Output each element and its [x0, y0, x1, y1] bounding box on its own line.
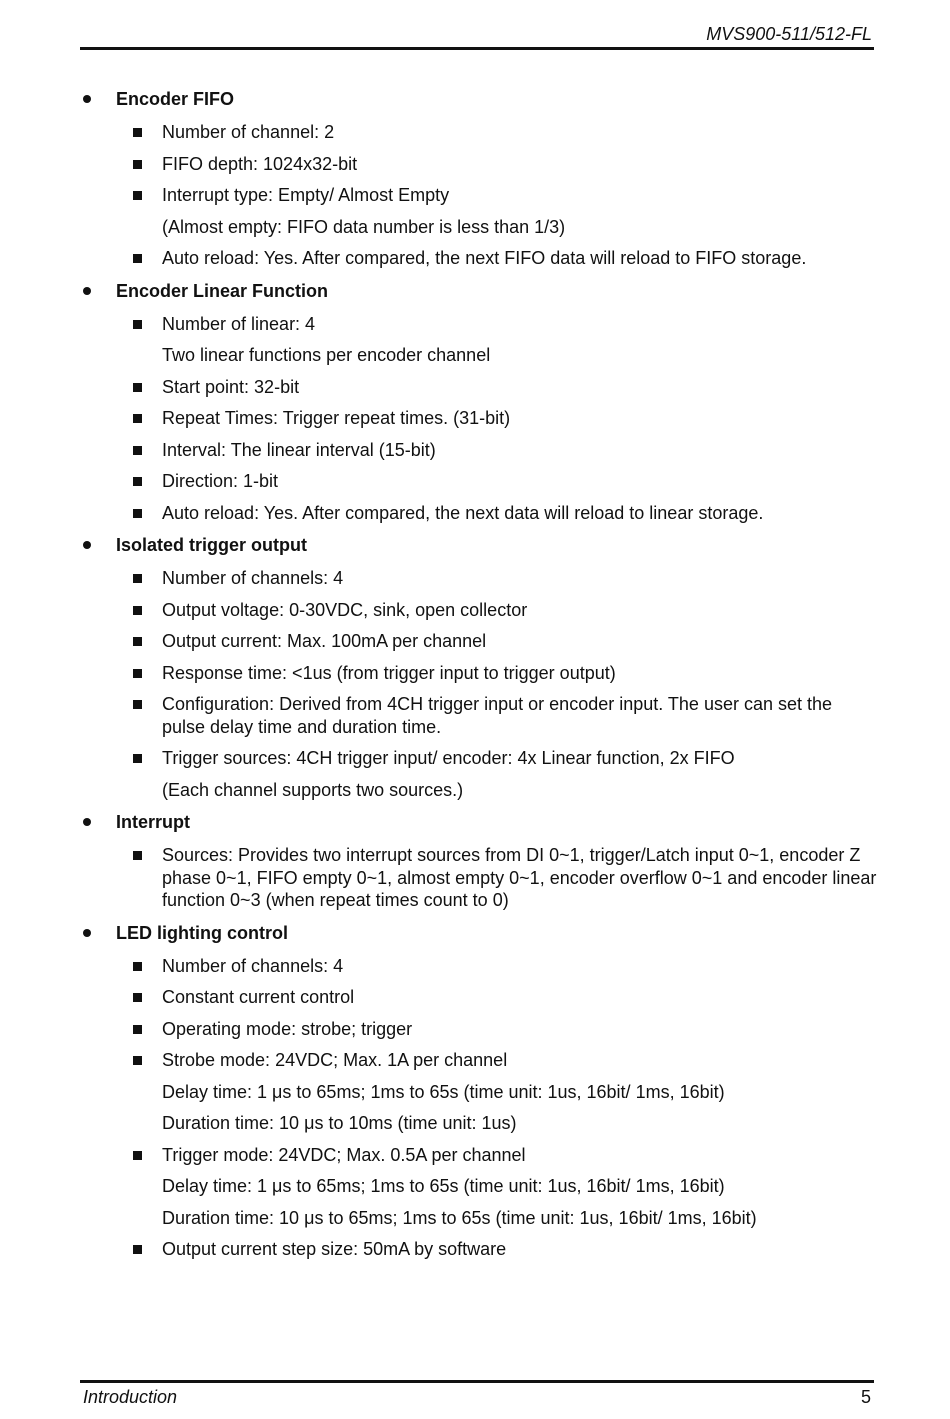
spec-item: [0, 501, 950, 525]
spec-item-text: Duration time: 10 μs to 10ms (time unit: 1us): [162, 1113, 517, 1133]
section-heading: [0, 920, 950, 954]
spec-item-continuation: [0, 1111, 950, 1135]
square-bullet-icon: [133, 1025, 142, 1034]
spec-item: [0, 469, 950, 493]
spec-item-continuation: [0, 1174, 950, 1198]
section-title: Interrupt: [116, 812, 190, 832]
spec-item-continuation: [0, 1206, 950, 1230]
section-title: Isolated trigger output: [116, 535, 307, 555]
spec-item: [0, 406, 950, 430]
round-bullet-icon: [83, 287, 91, 295]
spec-item-text: Constant current control: [162, 987, 355, 1007]
spec-item-text: Number of channels: 4: [162, 568, 344, 588]
spec-item: [0, 985, 950, 1009]
square-bullet-icon: [133, 383, 142, 392]
square-bullet-icon: [133, 669, 142, 678]
spec-item: [0, 438, 950, 462]
spec-item-text: Response time: <1us (from trigger input to trigger output): [162, 662, 616, 683]
spec-section: [0, 532, 950, 801]
section-heading: [0, 809, 950, 843]
spec-item-text: Start point: 32-bit: [162, 376, 300, 397]
spec-item: [0, 692, 950, 738]
spec-item-text: Trigger mode: 24VDC; Max. 0.5A per channel: [162, 1144, 526, 1165]
spec-section: [0, 920, 950, 1261]
square-bullet-icon: [133, 477, 142, 486]
spec-item-text: Direction: 1-bit: [162, 471, 279, 491]
section-title: LED lighting control: [116, 922, 288, 943]
spec-item-text: Number of channel: 2: [162, 122, 335, 142]
spec-item: [0, 375, 950, 399]
section-title: Encoder FIFO: [116, 89, 235, 109]
spec-item-text: Sources: Provides two interrupt sources from DI 0~1, trigger/Latch input 0~1, encoder Z phase 0~1, FIFO empty 0~1, almost empty 0~1, encoder overflow 0~1 and encoder linear function 0~3 (when repeat times count to 0): [162, 845, 877, 910]
spec-item-text: Two linear functions per encoder channel: [162, 345, 491, 365]
spec-section: [0, 86, 950, 270]
square-bullet-icon: [133, 993, 142, 1002]
spec-item-text: Configuration: Derived from 4CH trigger input or encoder input. The user can set the pulse delay time and duration time.: [162, 694, 833, 737]
page-number: 5: [860, 1387, 871, 1407]
spec-item-text: Interval: The linear interval (15-bit): [162, 439, 436, 460]
spec-item-text: Auto reload: Yes. After compared, the next FIFO data will reload to FIFO storage.: [162, 248, 807, 268]
spec-item-continuation: [0, 215, 950, 239]
spec-item-text: Duration time: 10 μs to 65ms; 1ms to 65s (time unit: 1us, 16bit/ 1ms, 16bit): [162, 1207, 757, 1228]
square-bullet-icon: [133, 606, 142, 615]
square-bullet-icon: [133, 446, 142, 455]
spec-item-text: Delay time: 1 μs to 65ms; 1ms to 65s (time unit: 1us, 16bit/ 1ms, 16bit): [162, 1081, 725, 1102]
header-rule: [80, 47, 874, 50]
spec-item-text: Trigger sources: 4CH trigger input/ encoder: 4x Linear function, 2x FIFO: [162, 748, 735, 768]
spec-item-continuation: [0, 1080, 950, 1104]
square-bullet-icon: [133, 160, 142, 169]
spec-item: [0, 629, 950, 653]
spec-section: [0, 278, 950, 525]
spec-item: [0, 1143, 950, 1167]
spec-item-text: Number of channels: 4: [162, 955, 344, 976]
spec-item-text: Output current step size: 50mA by software: [162, 1239, 507, 1259]
square-bullet-icon: [133, 754, 142, 763]
spec-item-continuation: [0, 343, 950, 367]
square-bullet-icon: [133, 1245, 142, 1254]
spec-item-text: Repeat Times: Trigger repeat times. (31-bit): [162, 408, 511, 428]
square-bullet-icon: [133, 700, 142, 709]
round-bullet-icon: [83, 929, 91, 937]
document-header-title: MVS900-511/512-FL: [706, 24, 872, 44]
spec-item: [0, 746, 950, 770]
spec-item: [0, 246, 950, 270]
round-bullet-icon: [83, 95, 91, 103]
square-bullet-icon: [133, 1151, 142, 1160]
spec-item-text: Interrupt type: Empty/ Almost Empty: [162, 185, 450, 205]
spec-item-text: Strobe mode: 24VDC; Max. 1A per channel: [162, 1050, 508, 1070]
square-bullet-icon: [133, 320, 142, 329]
section-heading: [0, 86, 950, 120]
square-bullet-icon: [133, 851, 142, 860]
spec-item: [0, 843, 950, 912]
square-bullet-icon: [133, 509, 142, 518]
spec-item-text: Output voltage: 0-30VDC, sink, open collector: [162, 599, 528, 620]
spec-item-text: (Each channel supports two sources.): [162, 779, 464, 800]
section-heading: [0, 278, 950, 312]
square-bullet-icon: [133, 191, 142, 200]
spec-item-text: Auto reload: Yes. After compared, the next data will reload to linear storage.: [162, 502, 764, 523]
spec-item-text: FIFO depth: 1024x32-bit: [162, 153, 358, 174]
spec-item: [0, 954, 950, 978]
spec-item-text: Number of linear: 4: [162, 313, 316, 334]
footer-section-label: Introduction: [83, 1387, 178, 1407]
round-bullet-icon: [83, 818, 91, 826]
spec-item: [0, 120, 950, 144]
section-heading: [0, 532, 950, 566]
spec-item-text: (Almost empty: FIFO data number is less than 1/3): [162, 216, 566, 237]
square-bullet-icon: [133, 128, 142, 137]
spec-item: [0, 566, 950, 590]
spec-section: [0, 809, 950, 912]
section-title: Encoder Linear Function: [116, 280, 329, 301]
spec-item: [0, 312, 950, 336]
square-bullet-icon: [133, 254, 142, 263]
square-bullet-icon: [133, 414, 142, 423]
square-bullet-icon: [133, 1056, 142, 1065]
spec-item: [0, 661, 950, 685]
round-bullet-icon: [83, 541, 91, 549]
spec-item: [0, 1017, 950, 1041]
square-bullet-icon: [133, 637, 142, 646]
spec-item: [0, 183, 950, 207]
spec-item-text: Delay time: 1 μs to 65ms; 1ms to 65s (time unit: 1us, 16bit/ 1ms, 16bit): [162, 1176, 725, 1196]
spec-item: [0, 152, 950, 176]
spec-item: [0, 1237, 950, 1261]
square-bullet-icon: [133, 962, 142, 971]
spec-content: [0, 86, 950, 1269]
spec-item-continuation: [0, 778, 950, 802]
square-bullet-icon: [133, 574, 142, 583]
spec-item: [0, 1048, 950, 1072]
spec-item: [0, 598, 950, 622]
footer-rule: [80, 1380, 874, 1383]
spec-item-text: Output current: Max. 100mA per channel: [162, 631, 487, 651]
spec-item-text: Operating mode: strobe; trigger: [162, 1018, 413, 1039]
